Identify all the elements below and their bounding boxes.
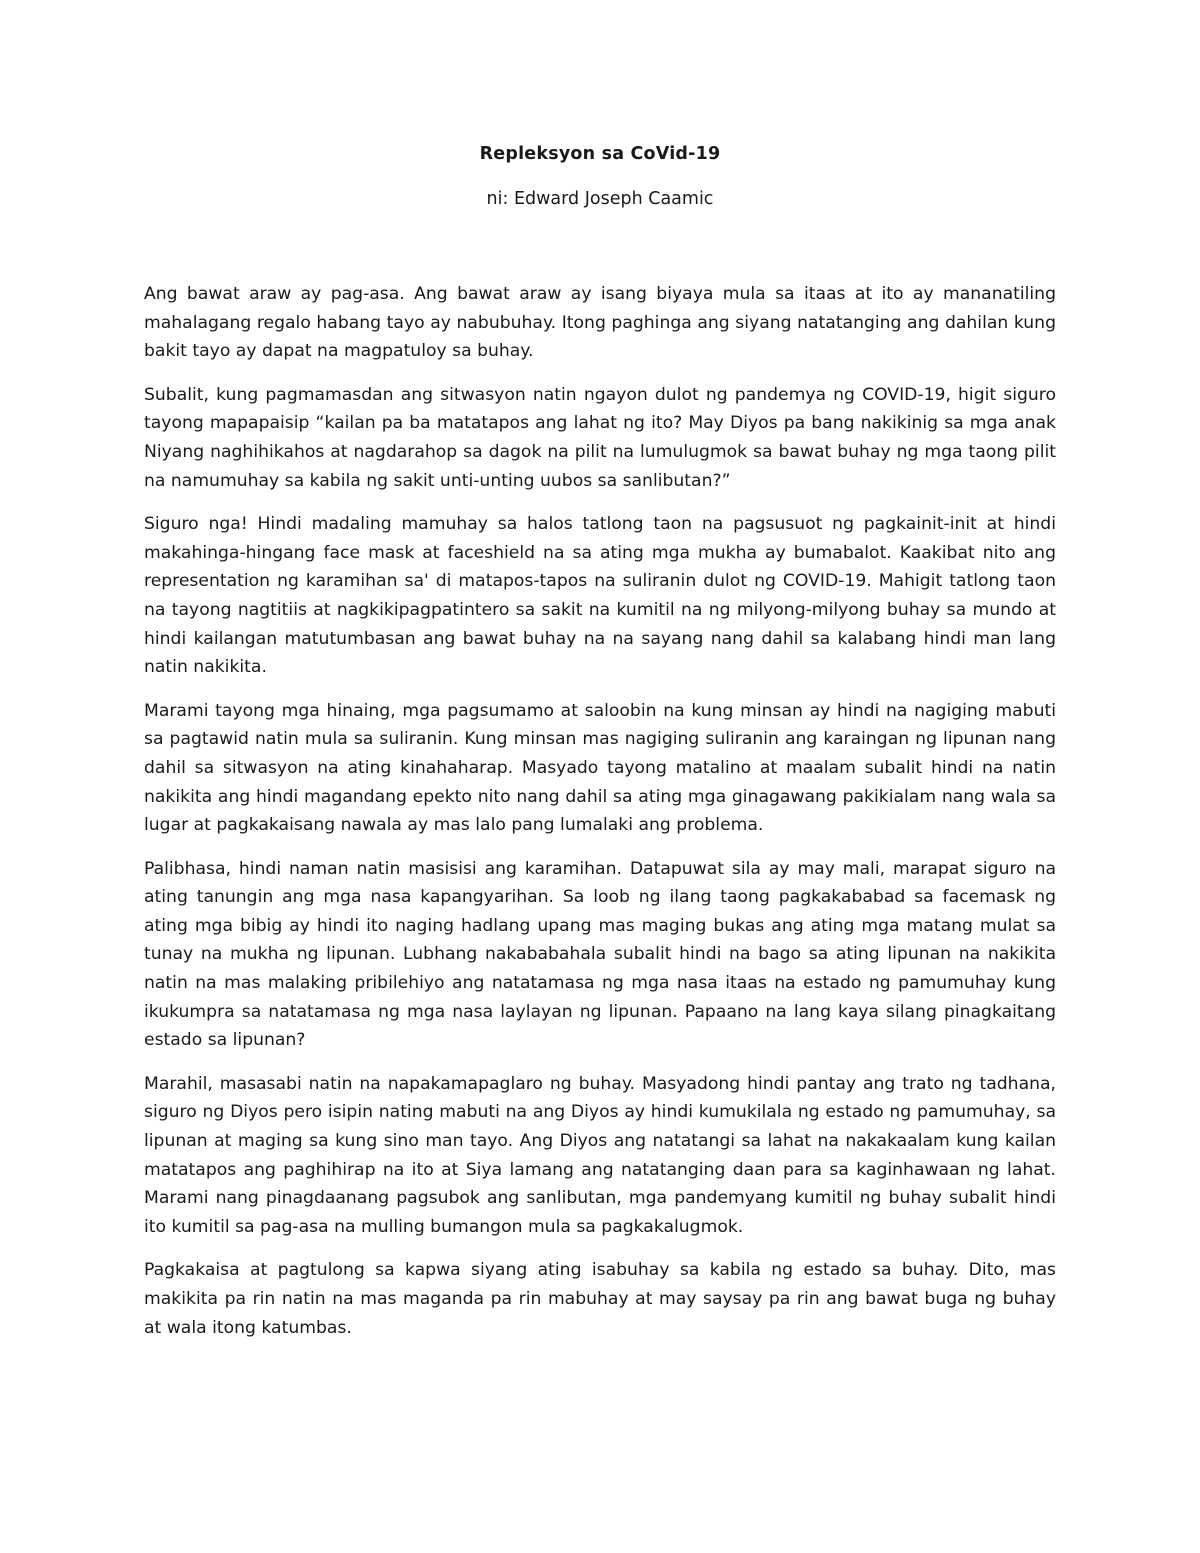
paragraph-1: Ang bawat araw ay pag-asa. Ang bawat araw ay isang biyaya mula sa itaas at ito ay mananatiling mahalagang regalo habang tayo ay nabubuhay. Itong paghinga ang siyang natatanging ang dahilan kung bakit tayo ay dapat na magpatuloy sa buhay. — [144, 284, 1056, 362]
paragraph-2: Subalit, kung pagmamasdan ang sitwasyon natin ngayon dulot ng pandemya ng COVID-19, higit siguro tayong mapapaisip “kailan pa ba matatapos ang lahat ng ito? May Diyos pa bang nakikinig sa mga anak Niyang naghihikahos at nagdarahop sa dagok na pilit na lumulugmok sa bawat buhay ng mga taong pilit na namumuhay sa kabila ng sakit unti-unting uubos sa sanlibutan?” — [144, 384, 1056, 491]
paragraph-7: Pagkakaisa at pagtulong sa kapwa siyang ating isabuhay sa kabila ng estado sa buhay. Dito, mas makikita pa rin natin na mas maganda pa rin mabuhay at may saysay pa rin ang bawat buga ng buhay at wala itong katumbas. — [144, 1260, 1056, 1338]
paragraph-4: Marami tayong mga hinaing, mga pagsumamo at saloobin na kung minsan ay hindi na nagiging mabuti sa pagtawid natin mula sa suliranin. Kung minsan mas nagiging suliranin ang karaingan ng lipunan nang dahil sa sitwasyon na ating kinahaharap. Masyado tayong matalino at maalam subalit hindi na natin nakikita ang hindi magandang epekto nito nang dahil sa ating mga ginagawang pakikialam nang wala sa lugar at pagkakaisang nawala ay mas lalo pang lumalaki ang problema. — [144, 700, 1056, 836]
document-author: ni: Edward Joseph Caamic — [486, 189, 714, 209]
paragraph-5: Palibhasa, hindi naman natin masisisi ang karamihan. Datapuwat sila ay may mali, marapat siguro na ating tanungin ang mga nasa kapangyarihan. Sa loob ng ilang taong pagkakababad sa facemask ng ating mga bibig ay hindi ito naging hadlang upang mas maging bukas ang ating mga matang mulat sa tunay na mukha ng lipunan. Lubhang nakababahala subalit hindi na bago sa ating lipunan na nakikita natin na mas malaking pribilehiyo ang natatamasa ng mga nasa itaas na estado ng pamumuhay kung ikukumpra sa natatamasa ng mga nasa laylayan ng lipunan. Papaano na lang kaya silang pinagkaitang estado sa lipunan? — [144, 858, 1056, 1051]
document-title: Repleksyon sa CoVid-19 — [479, 144, 721, 164]
paragraph-6: Marahil, masasabi natin na napakamapaglaro ng buhay. Masyadong hindi pantay ang trato ng tadhana, siguro ng Diyos pero isipin nating mabuti na ang Diyos ay hindi kumukilala ng estado ng pamumuhay, sa lipunan at maging sa kung sino man tayo. Ang Diyos ang natatangi sa lahat na nakakaalam kung kailan matatapos ang paghihirap na ito at Siya lamang ang natatanging daan para sa kaginhawaan ng lahat. Marami nang pinagdaanang pagsubok ang sanlibutan, mga pandemyang kumitil ng buhay subalit hindi ito kumitil sa pag-asa na mulling bumangon mula sa pagkakalugmok. — [144, 1073, 1056, 1237]
document-page — [144, 140, 1056, 1357]
paragraph-3: Siguro nga! Hindi madaling mamuhay sa halos tatlong taon na pagsusuot ng pagkainit-init at hindi makahinga-hingang face mask at faceshield na sa ating mga mukha ay bumabalot. Kaakibat nito ang representation ng karamihan sa' di matapos-tapos na suliranin dulot ng COVID-19. Mahigit tatlong taon na tayong nagtitiis at nagkikipagpatintero sa sakit na kumitil na ng milyong-milyong buhay sa mundo at hindi kailangan matutumbasan ang bawat buhay na na sayang nang dahil sa kalabang hindi man lang natin nakikita. — [144, 514, 1056, 678]
document-body — [144, 280, 1056, 1342]
